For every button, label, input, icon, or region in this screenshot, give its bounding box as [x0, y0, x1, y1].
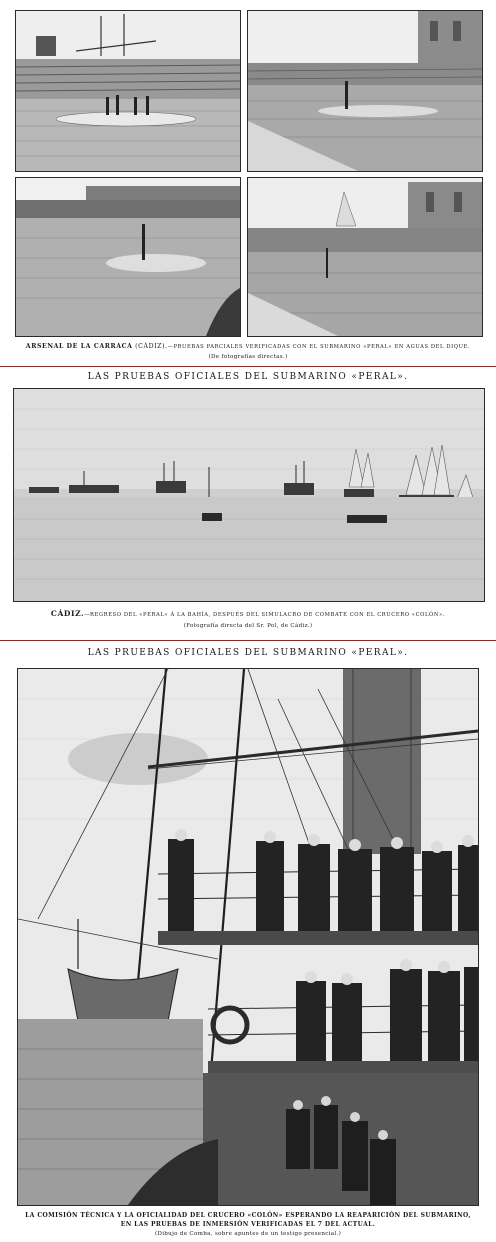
- photo-bay-of-cadiz: [13, 388, 485, 602]
- section2-header: LAS PRUEBAS OFICIALES DEL SUBMARINO «PERAL».: [87, 372, 409, 382]
- section1-caption-lead: ARSENAL DE LA CARRACA: [25, 343, 133, 350]
- photo-dock-bottom-right: [247, 177, 483, 337]
- section3-header: LAS PRUEBAS OFICIALES DEL SUBMARINO «PERAL».: [87, 648, 409, 658]
- section1-caption: [0, 343, 496, 351]
- section2-caption: [0, 610, 496, 619]
- photo-dock-bottom-left: [15, 177, 241, 337]
- section2-credit: (Fotografía directa del Sr. Pol, de Cádiz.): [183, 623, 313, 629]
- engraving-cruiser-deck: [17, 668, 479, 1206]
- separator-2: [0, 640, 496, 641]
- photo-dock-top-left: [15, 10, 241, 172]
- section1-caption-text: —PRUEBAS PARCIALES VERIFICADAS CON EL SUBMARINO «PERAL» EN AGUAS DEL DIQUE.: [167, 344, 471, 350]
- section3-credit: (Dibujo de Comba, sobre apuntes de un testigo presencial.): [154, 1231, 342, 1237]
- section2-caption-lead: CÁDIZ.: [50, 609, 85, 618]
- section1-credit: (De fotografías directas.): [208, 354, 288, 360]
- section3-caption-line2: EN LAS PRUEBAS DE INMERSIÓN VERIFICADAS EL 7 DEL ACTUAL.: [120, 1221, 376, 1228]
- section3-caption-line1: LA COMISIÓN TÉCNICA Y LA OFICIALIDAD DEL CRUCERO «COLÓN» ESPERANDO LA REAPARICIÓN DEL SUBMARINO,: [25, 1212, 471, 1219]
- photo-dock-top-right: [247, 10, 483, 172]
- separator-1: [0, 366, 496, 367]
- section2-caption-text: —REGRESO DEL «PERAL» Á LA BAHÍA, DESPUÉS DEL SIMULACRO DE COMBATE CON EL CRUCERO «COLÓN».: [84, 612, 446, 618]
- section1-caption-place: (CÁDIZ).: [135, 343, 168, 350]
